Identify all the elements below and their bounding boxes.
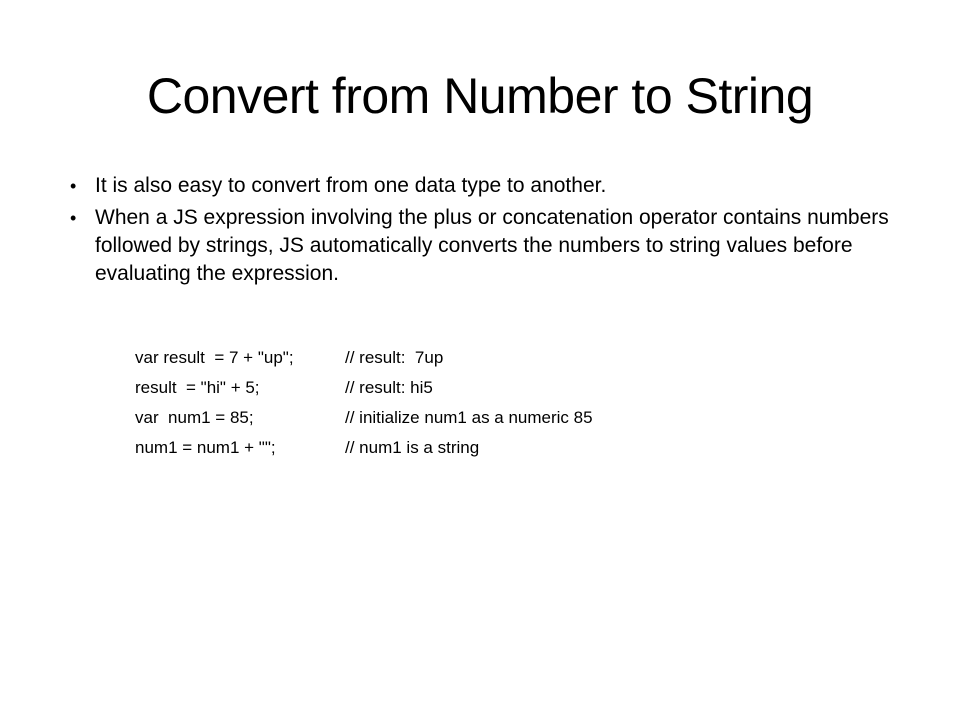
code-line: [135, 373, 593, 403]
code-statement: result = "hi" + 5;: [135, 378, 260, 397]
slide-title: Convert from Number to String: [146, 68, 814, 124]
code-line: [135, 433, 593, 463]
code-comment: // initialize num1 as a numeric 85: [345, 408, 593, 427]
bullet-dot-icon: •: [70, 176, 77, 196]
code-line: [135, 403, 593, 433]
code-example: [135, 343, 593, 463]
code-comment: // result: hi5: [345, 378, 433, 397]
code-line: [135, 343, 593, 373]
bullet-item: [70, 172, 900, 200]
bullet-text: It is also easy to convert from one data type to another.: [95, 174, 607, 197]
bullet-dot-icon: •: [70, 208, 77, 228]
bullet-list: [70, 172, 900, 292]
bullet-item: [70, 204, 900, 288]
code-statement: var num1 = 85;: [135, 408, 254, 427]
bullet-text: When a JS expression involving the plus or concatenation operator contains numbers followed by strings, JS automatically converts the numbers to string values before evaluating the expression.: [95, 206, 889, 285]
code-comment: // num1 is a string: [345, 438, 480, 457]
code-statement: num1 = num1 + "";: [135, 438, 276, 457]
code-statement: var result = 7 + "up";: [135, 348, 294, 367]
code-comment: // result: 7up: [345, 348, 444, 367]
